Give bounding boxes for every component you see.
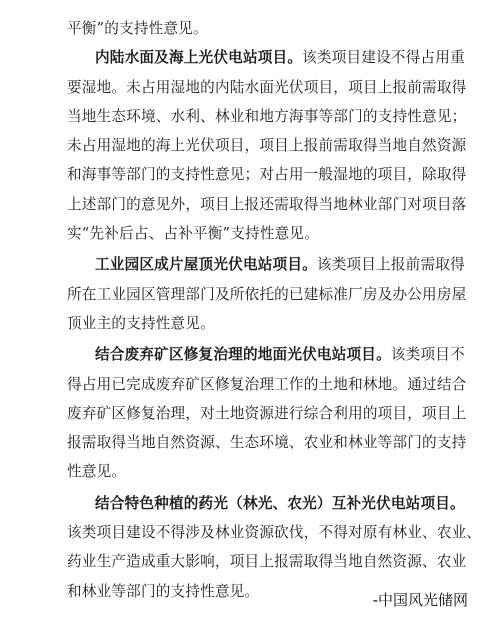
- paragraph-line: 平衡”的支持性意见。: [67, 20, 208, 37]
- paragraph-line: 和林业等部门的支持性意见。: [67, 582, 260, 600]
- paragraph-line: 报需取得当地自然资源、生态环境、农业和林业等部门的支持: [67, 434, 467, 452]
- paragraph-line: 得占用已完成废弃矿区修复治理工作的土地和林地。通过结合: [67, 375, 467, 393]
- section-heading: 结合特色种植的药光（林光、农光）互补光伏电站项目。: [95, 494, 465, 512]
- section-heading: 内陆水面及海上光伏电站项目。: [95, 49, 303, 67]
- paragraph-text: 该类项目建设不得占用重: [302, 49, 465, 67]
- watermark-text: -中国风光储网: [372, 591, 468, 609]
- paragraph-line: 所在工业园区管理部门及所依托的已建标准厂房及办公用房屋: [67, 285, 467, 303]
- paragraph-line: 药业生产造成重大影响，项目上报需取得当地自然资源、农业: [67, 553, 467, 571]
- paragraph-line: 该类项目建设不得涉及林业资源砍伐，不得对原有林业、农业、: [67, 524, 482, 542]
- paragraph-line: [67, 340, 465, 369]
- section-heading: 工业园区成片屋顶光伏电站项目。: [95, 256, 317, 274]
- paragraph-line: 顶业主的支持性意见。: [67, 314, 215, 332]
- paragraph-line: 要湿地。未占用湿地的内陆水面光伏项目，项目上报前需取得: [67, 78, 467, 96]
- paragraph-line: 性意见。: [67, 463, 127, 481]
- section-heading: 结合废弃矿区修复治理的地面光伏电站项目。: [95, 346, 391, 364]
- document-body: [67, 14, 482, 606]
- paragraph-text: 该类项目不: [390, 346, 465, 364]
- paragraph-line: [67, 489, 465, 518]
- paragraph-line: 当地生态环境、水利、林业和地方海事等部门的支持性意见；: [67, 107, 467, 125]
- paragraph-line: 实“先补后占、占补平衡”支持性意见。: [67, 225, 320, 243]
- paragraph-line: 废弃矿区修复治理，对土地资源进行综合利用的项目，项目上: [67, 404, 467, 422]
- paragraph-line: [67, 43, 465, 72]
- paragraph-line: 未占用湿地的海上光伏项目，项目上报前需取得当地自然资源: [67, 137, 467, 155]
- paragraph-text: 该类项目上报前需取得: [316, 256, 465, 274]
- paragraph-line: [67, 250, 465, 279]
- paragraph-line: 上述部门的意见外，项目上报还需取得当地林业部门对项目落: [67, 195, 467, 213]
- paragraph-line: 和海事等部门的支持性意见；对占用一般湿地的项目，除取得: [67, 166, 467, 184]
